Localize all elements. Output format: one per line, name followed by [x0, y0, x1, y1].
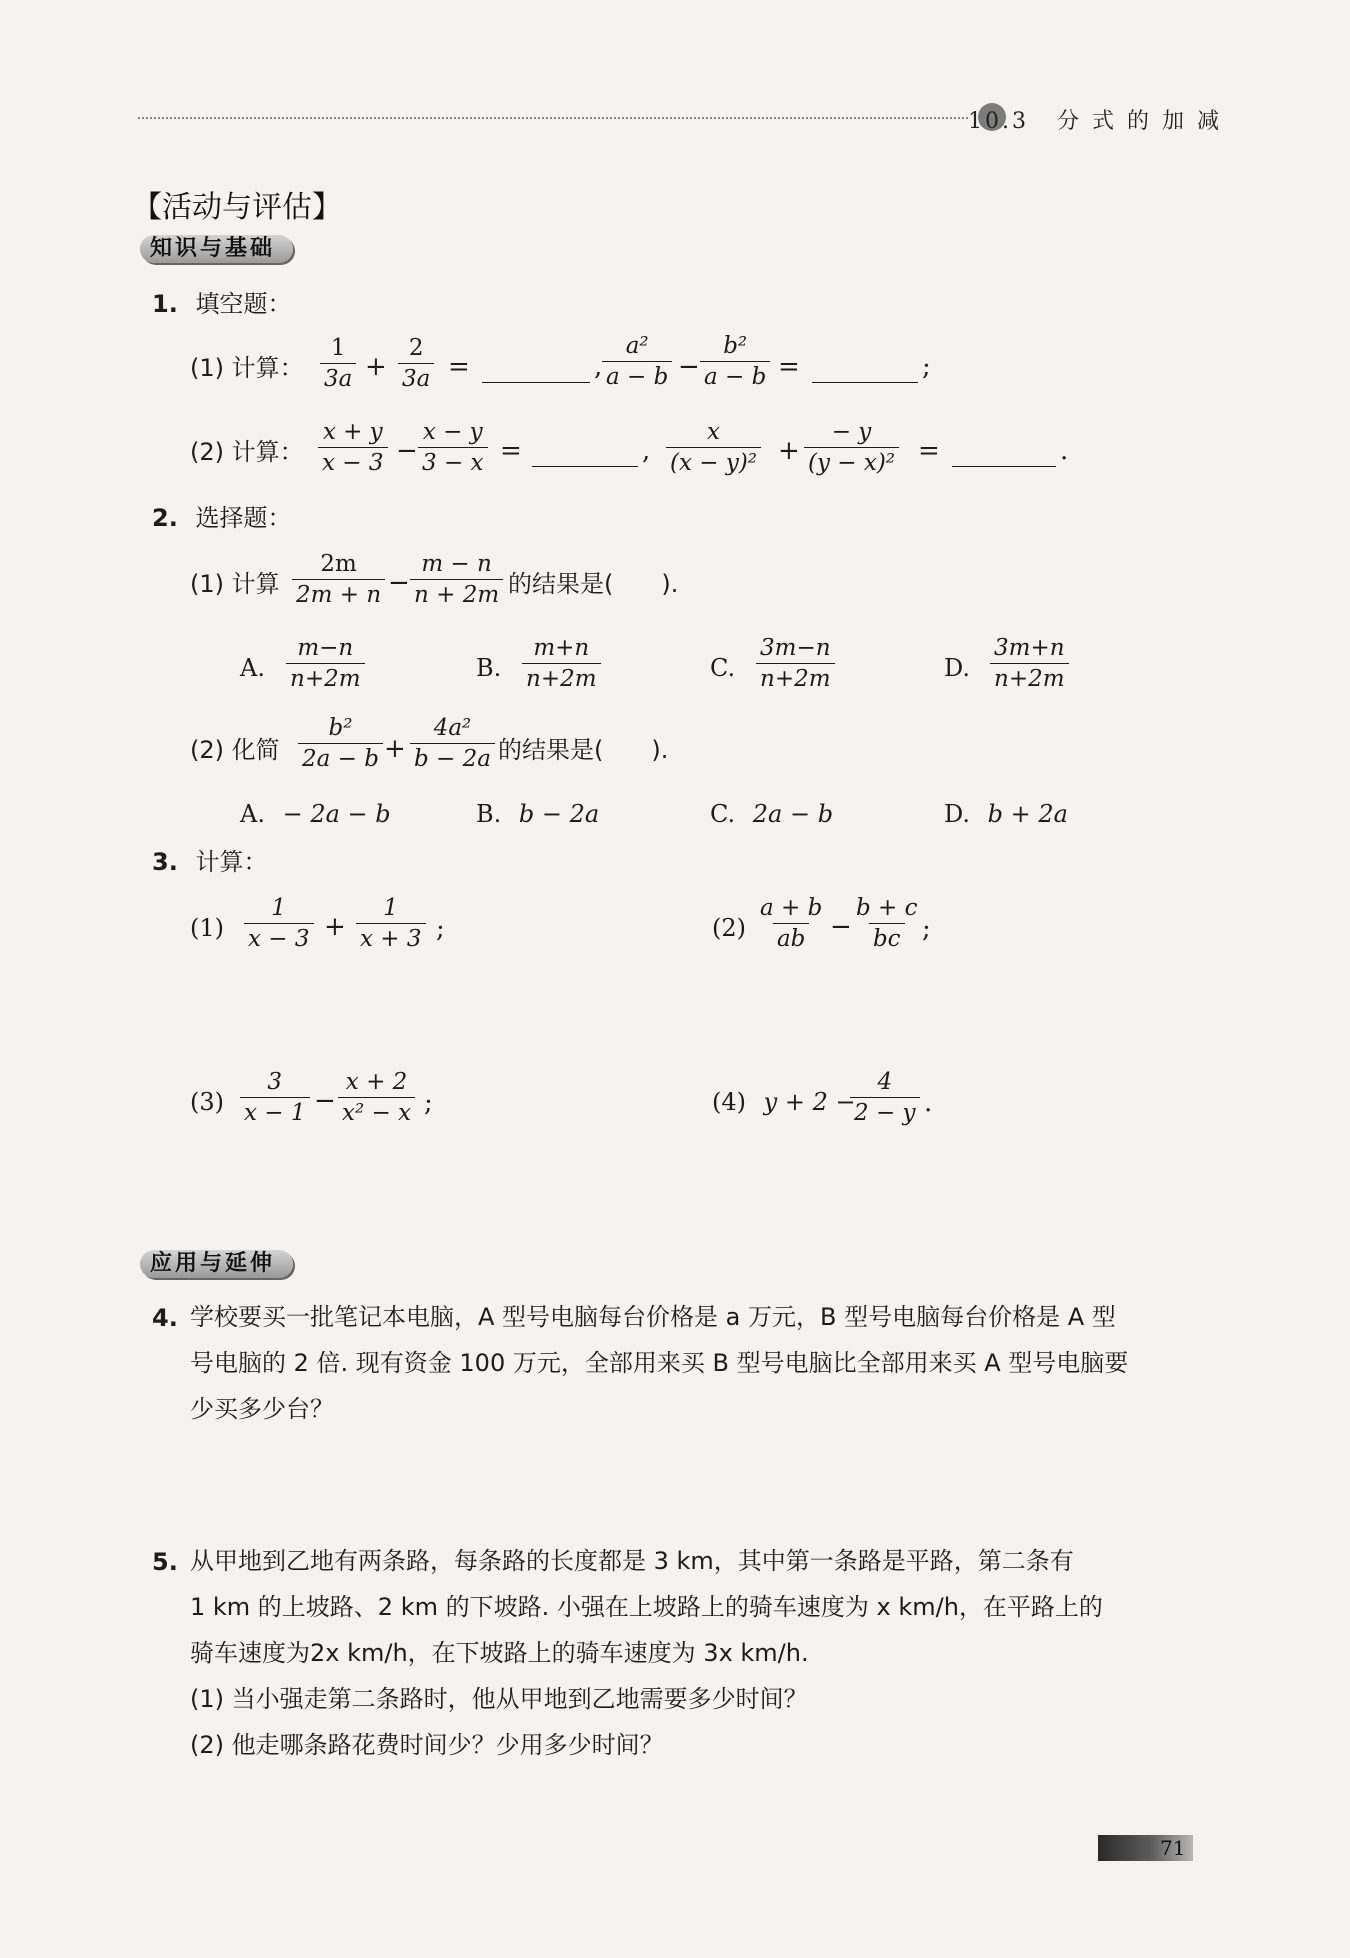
q1-p1-label: (1) 计算：	[190, 354, 304, 382]
q3-title: 计算：	[195, 848, 268, 876]
q1-title: 填空题：	[195, 290, 292, 318]
q4-line: 号电脑的 2 倍. 现有资金 100 万元，全部用来买 B 型号电脑比全部用来买 A 型号电脑要	[190, 1349, 1129, 1377]
denominator: 3 − x	[418, 447, 488, 475]
running-header	[968, 104, 1222, 135]
option-text: − 2a − b	[282, 800, 391, 828]
minus-sign: −	[388, 568, 410, 598]
q2-p2-option-d[interactable]	[944, 802, 1068, 826]
denominator: 3a	[320, 363, 356, 391]
denominator: n+2m	[990, 663, 1069, 691]
numerator: x − y	[422, 419, 483, 445]
semicolon: ;	[922, 914, 931, 944]
q1-p1-frac4	[700, 334, 770, 389]
q5-line: 骑车速度为2x km/h，在下坡路上的骑车速度为 3x km/h.	[190, 1639, 809, 1667]
q3-p2-frac2	[852, 896, 922, 951]
option-text: b − 2a	[518, 800, 600, 828]
denominator: x − 3	[244, 923, 314, 951]
numerator: m−n	[297, 635, 354, 661]
q3-p2-frac1	[756, 896, 826, 951]
q2-p1-tail: 的结果是( ).	[508, 570, 679, 598]
section-title: 分 式 的 加 减	[1057, 109, 1222, 134]
q3-p3-frac1	[240, 1070, 310, 1125]
q2-p1-option-b[interactable]	[522, 636, 601, 691]
q1-p1-frac3	[602, 334, 672, 389]
denominator: a − b	[602, 361, 672, 389]
numerator: 3	[267, 1069, 283, 1095]
period: .	[1060, 436, 1069, 466]
denominator: a − b	[700, 361, 770, 389]
numerator: a + b	[760, 895, 823, 921]
denominator: bc	[869, 923, 905, 951]
q3-heading	[152, 850, 267, 874]
numerator: 2	[408, 335, 424, 361]
q1-p2-frac1	[318, 420, 388, 475]
q1-p1-frac1	[320, 336, 356, 391]
q2-p1-frac1	[292, 552, 385, 607]
q3-p4-lead: y + 2 −	[763, 1088, 856, 1116]
q3-number: 3.	[152, 848, 178, 876]
plus-sign: +	[324, 912, 346, 942]
q1-heading	[152, 292, 291, 316]
q3-p1-label: (1)	[190, 914, 224, 942]
q1-p2-label: (2) 计算：	[190, 438, 304, 466]
q2-p2-frac2	[410, 716, 495, 771]
q3-p1-frac2	[356, 896, 426, 951]
option-letter: A.	[240, 800, 265, 828]
numerator: 1	[330, 335, 346, 361]
q2-heading	[152, 506, 291, 530]
denominator: x + 3	[356, 923, 426, 951]
numerator: b²	[328, 715, 353, 741]
option-letter: D.	[944, 800, 971, 828]
denominator: n+2m	[286, 663, 365, 691]
numerator: x + 2	[345, 1069, 408, 1095]
q3-p3-frac2	[338, 1070, 415, 1125]
q2-title: 选择题：	[195, 504, 292, 532]
q2-p1-option-a[interactable]	[286, 636, 365, 691]
q3-p2-label: (2)	[712, 914, 746, 942]
q2-p1-option-c-letter: C.	[710, 654, 736, 682]
numerator: x + y	[322, 419, 383, 445]
numerator: b²	[723, 333, 748, 359]
q5-number: 5.	[152, 1548, 178, 1576]
q2-p2-label: (2) 化简	[190, 736, 280, 764]
denominator: n+2m	[756, 663, 835, 691]
q2-number: 2.	[152, 504, 178, 532]
plus-sign: +	[384, 734, 406, 764]
denominator: 2m + n	[292, 579, 385, 607]
q4-line: 少买多少台？	[190, 1395, 334, 1423]
numerator: a²	[625, 333, 649, 359]
q1-p1-frac2	[398, 336, 434, 391]
q1-number: 1.	[152, 290, 178, 318]
q2-p2-option-a[interactable]	[240, 802, 391, 826]
option-text: 2a − b	[752, 800, 834, 828]
q2-p2-frac1	[298, 716, 383, 771]
q4-text	[190, 1294, 1200, 1432]
option-letter: B.	[476, 800, 502, 828]
q1-p2-frac3	[666, 420, 761, 475]
comma: ,	[594, 352, 603, 382]
minus-sign: −	[678, 352, 700, 382]
denominator: n + 2m	[410, 579, 503, 607]
section-suffix: .3	[1002, 109, 1029, 134]
q2-p1-option-a-letter: A.	[240, 654, 265, 682]
answer-blank[interactable]	[532, 466, 638, 467]
q3-p4	[712, 1090, 856, 1114]
q1-p2-frac4	[804, 420, 899, 475]
q5-sub2: (2) 他走哪条路花费时间少？少用多少时间？	[190, 1731, 664, 1759]
numerator: − y	[831, 419, 872, 445]
minus-sign: −	[314, 1086, 336, 1116]
q2-p2-tail: 的结果是( ).	[498, 736, 669, 764]
q3-p4-label: (4)	[712, 1088, 746, 1116]
q5-line: 1 km 的上坡路、2 km 的下坡路. 小强在上坡路上的骑车速度为 x km/h，在平路上的	[190, 1593, 1103, 1621]
q2-p1-option-c[interactable]	[756, 636, 835, 691]
q5-text	[190, 1538, 1200, 1768]
q5-sub1: (1) 当小强走第二条路时，他从甲地到乙地需要多少时间？	[190, 1685, 808, 1713]
plus-sign: +	[778, 436, 800, 466]
denominator: ab	[773, 923, 809, 951]
denominator: (x − y)²	[666, 447, 761, 475]
q2-p2-option-b[interactable]	[476, 802, 599, 826]
numerator: b + c	[856, 895, 918, 921]
denominator: 2a − b	[298, 743, 383, 771]
equals-sign: =	[500, 436, 522, 466]
denominator: (y − x)²	[804, 447, 899, 475]
header-dotted-rule	[138, 117, 968, 119]
q3-p3-label: (3)	[190, 1088, 224, 1116]
q2-p1-option-d-letter: D.	[944, 654, 971, 682]
numerator: m+n	[533, 635, 590, 661]
q2-p2-option-c[interactable]	[710, 802, 833, 826]
denominator: n+2m	[522, 663, 601, 691]
numerator: 2m	[320, 551, 357, 577]
section-number: 10	[968, 109, 1002, 134]
numerator: x	[707, 419, 720, 445]
denominator: x − 1	[240, 1097, 310, 1125]
plus-sign: +	[365, 352, 387, 382]
minus-sign: −	[830, 912, 852, 942]
answer-blank[interactable]	[812, 382, 918, 383]
q4-line: 学校要买一批笔记本电脑，A 型号电脑每台价格是 a 万元，B 型号电脑每台价格是 A 型	[190, 1303, 1116, 1331]
answer-blank[interactable]	[482, 382, 590, 383]
semicolon: ;	[922, 352, 931, 382]
semicolon: ;	[436, 914, 445, 944]
numerator: 4a²	[433, 715, 472, 741]
page-number: 71	[1160, 1836, 1186, 1860]
tag-application: 应用与延伸	[140, 1250, 293, 1278]
minus-sign: −	[396, 436, 418, 466]
q4-number: 4.	[152, 1304, 178, 1332]
q1-p2-frac2	[418, 420, 488, 475]
denominator: x − 3	[318, 447, 388, 475]
denominator: 3a	[398, 363, 434, 391]
semicolon: ;	[424, 1088, 433, 1118]
denominator: x² − x	[338, 1097, 415, 1125]
q2-p1-option-d[interactable]	[990, 636, 1069, 691]
activity-title: 【活动与评估】	[132, 190, 342, 225]
period: .	[924, 1088, 933, 1118]
q5-line: 从甲地到乙地有两条路，每条路的长度都是 3 km，其中第一条路是平路，第二条有	[190, 1547, 1074, 1575]
q2-p1-option-b-letter: B.	[476, 654, 502, 682]
numerator: 3m+n	[994, 635, 1065, 661]
q2-p1-label: (1) 计算	[190, 570, 280, 598]
equals-sign: =	[778, 352, 800, 382]
answer-blank[interactable]	[952, 466, 1056, 467]
option-letter: C.	[710, 800, 736, 828]
tag-basics: 知识与基础	[140, 235, 293, 263]
numerator: 1	[383, 895, 399, 921]
numerator: 3m−n	[760, 635, 831, 661]
denominator: b − 2a	[410, 743, 495, 771]
q3-p1-frac1	[244, 896, 314, 951]
equals-sign: =	[448, 352, 470, 382]
numerator: 1	[271, 895, 287, 921]
equals-sign: =	[918, 436, 940, 466]
comma: ,	[642, 436, 651, 466]
q2-p1-frac2	[410, 552, 503, 607]
numerator: 4	[877, 1069, 893, 1095]
q3-p4-frac1	[850, 1070, 920, 1125]
denominator: 2 − y	[850, 1097, 920, 1125]
numerator: m − n	[421, 551, 492, 577]
option-text: b + 2a	[987, 800, 1068, 828]
